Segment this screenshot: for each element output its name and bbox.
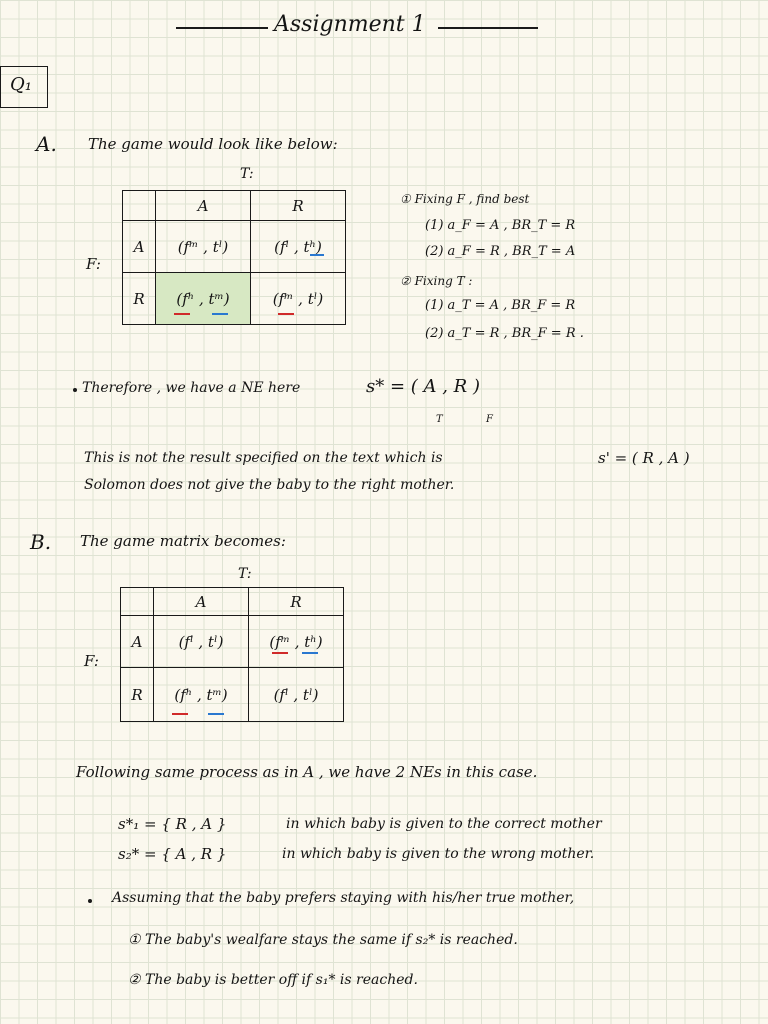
col-header: A [154, 588, 249, 616]
ne-text: Therefore , we have a NE here [82, 380, 301, 396]
note-line: (1) a_F = A , BR_T = R [425, 218, 576, 233]
payoff-cell: (fˡ , tʰ) [251, 221, 346, 273]
question-label: Q₁ [10, 74, 32, 95]
payoff-cell: (fᵐ , tʰ) [249, 616, 344, 668]
note-line: (2) a_T = R , BR_F = R . [425, 326, 584, 341]
part-b-player-f: F: [84, 652, 99, 670]
col-header: R [251, 191, 346, 221]
col-header: A [156, 191, 251, 221]
payoff-cell: (fʰ , tᵐ) [154, 668, 249, 722]
following-text: Following same process as in A , we have 2 NEs in this case. [76, 763, 538, 781]
best-response-mark [278, 313, 294, 315]
payoff-cell: (fˡ , tˡ) [249, 668, 344, 722]
part-b-intro: The game matrix becomes: [80, 532, 286, 550]
matrix-corner [121, 588, 154, 616]
best-response-mark [302, 652, 318, 654]
point-1: ① The baby's wealfare stays the same if s₂* is reached. [128, 932, 518, 948]
point-2: ② The baby is better off if s₁* is reached. [128, 972, 418, 988]
title-rule-left [176, 27, 268, 29]
note-line: ① Fixing F , find best [400, 192, 530, 206]
best-response-mark [212, 313, 228, 315]
row-header: R [121, 668, 154, 722]
note-line: ② Fixing T : [400, 274, 473, 288]
part-b-game-matrix [120, 587, 344, 722]
result-line-1: This is not the result specified on the text which is [84, 450, 443, 466]
ne-player-t: T [436, 414, 443, 425]
matrix-corner [123, 191, 156, 221]
part-a-player-f: F: [86, 255, 101, 273]
payoff-cell: (fᵐ , tˡ) [251, 273, 346, 325]
bullet [73, 388, 77, 392]
ne1-text: in which baby is given to the correct mother [286, 816, 602, 832]
best-response-mark [208, 713, 224, 715]
best-response-mark [310, 254, 324, 256]
ne-player-f: F [486, 414, 493, 425]
title-rule-right [438, 27, 538, 29]
page-title: Assignment 1 [274, 12, 426, 37]
result-equation: s' = ( R , A ) [598, 449, 690, 467]
ne2-equation: s₂* = { A , R } [118, 845, 227, 863]
best-response-mark [174, 313, 190, 315]
payoff-cell: (fᵐ , tˡ) [156, 221, 251, 273]
part-b-player-t: T: [238, 566, 252, 582]
part-a-player-t: T: [240, 166, 254, 182]
payoff-cell: (fˡ , tˡ) [154, 616, 249, 668]
col-header: R [249, 588, 344, 616]
row-header: A [123, 221, 156, 273]
best-response-mark [172, 713, 188, 715]
note-line: (2) a_F = R , BR_T = A [425, 244, 576, 259]
part-a-intro: The game would look like below: [88, 135, 338, 153]
ne-equation: s* = ( A , R ) [366, 376, 480, 397]
part-b-letter: B. [30, 530, 52, 554]
row-header: A [121, 616, 154, 668]
best-response-mark [272, 652, 288, 654]
part-a-game-matrix [122, 190, 346, 325]
assumption-text: Assuming that the baby prefers staying with his/her true mother, [112, 890, 575, 906]
part-a-letter: A. [36, 132, 57, 156]
bullet [88, 899, 92, 903]
note-line: (1) a_T = A , BR_F = R [425, 298, 576, 313]
row-header: R [123, 273, 156, 325]
payoff-cell-equilibrium: (fʰ , tᵐ) [156, 273, 251, 325]
ne1-equation: s*₁ = { R , A } [118, 815, 227, 833]
result-line-2: Solomon does not give the baby to the right mother. [84, 477, 455, 493]
ne2-text: in which baby is given to the wrong mother. [282, 846, 595, 862]
